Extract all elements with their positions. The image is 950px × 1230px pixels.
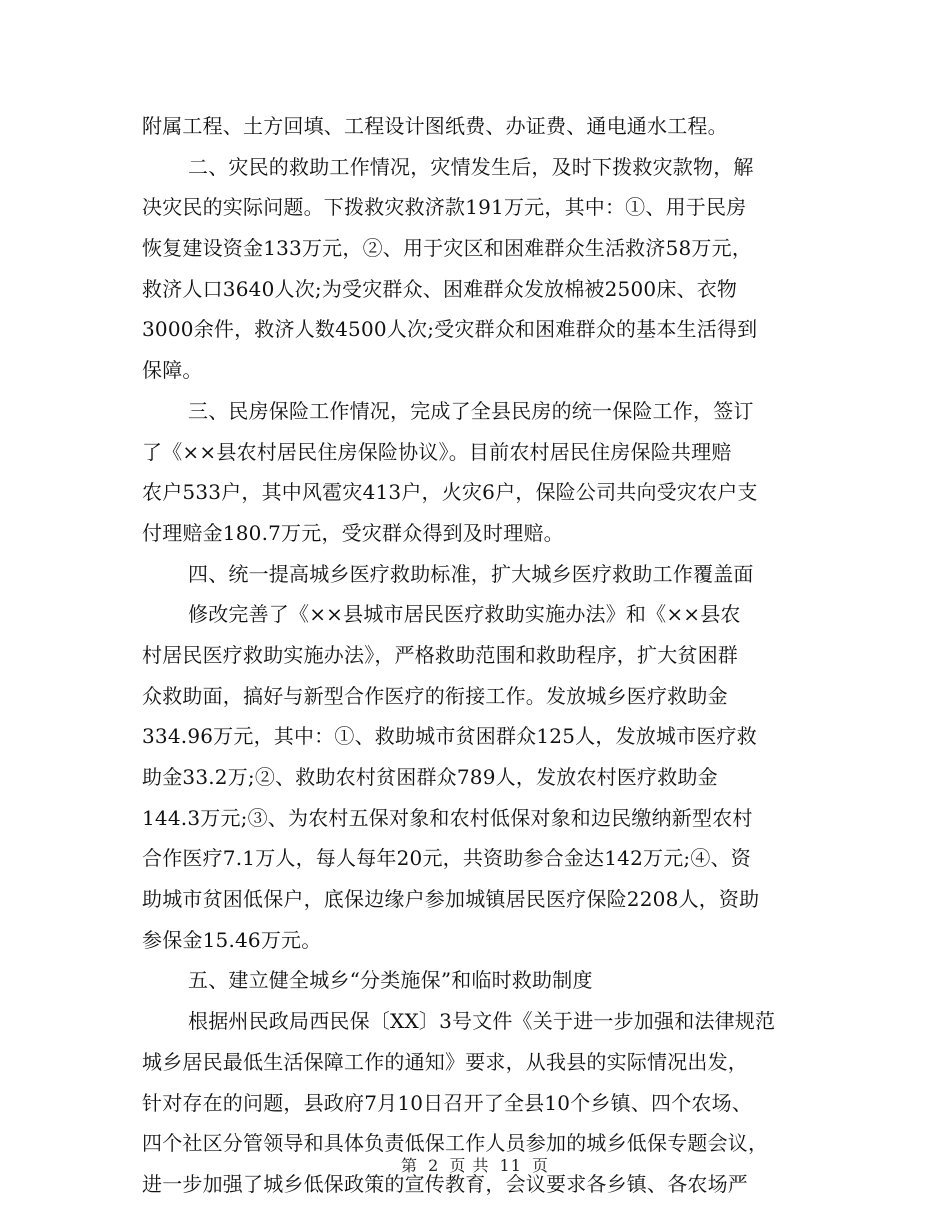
text-line: 了《××县农村居民住房保险协议》。目前农村居民住房保险共理赔 [142,439,732,464]
text-line: 334.96万元，其中：①、救助城市贫困群众125人，发放城市医疗救 [142,724,757,749]
footer-total-pages: 11 [499,1156,522,1175]
text-line: 三、民房保险工作情况，完成了全县民房的统一保险工作，签订 [188,398,754,423]
text-line: 农户533户，其中风雹灾413户，火灾6户，保险公司共向受灾农户支 [142,480,758,505]
document-body [142,106,812,1205]
text-line: 决灾民的实际问题。下拨救灾救济款191万元，其中：①、用于民房 [142,195,747,220]
text-line: 3000余件，救济人数4500人次;受灾群众和困难群众的基本生活得到 [142,317,758,342]
text-line: 保障。 [142,358,203,383]
text-line: 恢复建设资金133万元，②、用于灾区和困难群众生活救济58万元， [142,236,753,261]
text-line: 付理赔金180.7万元，受灾群众得到及时理赔。 [142,520,564,545]
text-line: 进一步加强了城乡低保政策的宣传教育，会议要求各乡镇、各农场严 [142,1171,748,1196]
footer-suffix: 页 [532,1156,550,1175]
text-line: 修改完善了《××县城市居民医疗救助实施办法》和《××县农 [188,602,741,627]
text-line: 根据州民政局西民保〔XX〕3号文件《关于进一步加强和法律规范 [188,1009,776,1034]
text-line: 合作医疗7.1万人，每人每年20元，共资助参合金达142万元;④、资 [142,846,751,871]
text-line: 四个社区分管领导和具体负责低保工作人员参加的城乡低保专题会议， [142,1131,769,1156]
text-line: 五、建立健全城乡“分类施保”和临时救助制度 [188,968,593,993]
text-line: 助金33.2万;②、救助农村贫困群众789人，发放农村医疗救助金 [142,765,718,789]
text-line: 城乡居民最低生活保障工作的通知》要求，从我县的实际情况出发， [142,1049,748,1074]
text-line: 众救助面，搞好与新型合作医疗的衔接工作。发放城乡医疗救助金 [142,683,728,708]
text-line: 救济人口3640人次;为受灾群众、困难群众发放棉被2500床、衣物 [142,276,738,301]
footer-prefix: 第 [400,1156,418,1175]
page-footer [0,1153,950,1176]
text-line: 四、统一提高城乡医疗救助标准，扩大城乡医疗救助工作覆盖面 [188,561,754,586]
text-line: 助城市贫困低保户，底保边缘户参加城镇居民医疗保险2208人，资助 [142,887,760,912]
footer-middle: 页 共 [449,1156,490,1175]
footer-page-number: 2 [428,1156,440,1175]
text-line: 村居民医疗救助实施办法》，严格救助范围和救助程序，扩大贫困群 [142,642,738,667]
text-line: 二、灾民的救助工作情况，灾情发生后，及时下拨救灾款物，解 [188,154,754,179]
text-line: 144.3万元;③、为农村五保对象和农村低保对象和边民缴纳新型农村 [142,805,753,830]
text-line: 针对存在的问题，县政府7月10日召开了全县10个乡镇、四个农场、 [142,1090,753,1115]
text-line: 参保金15.46万元。 [142,927,322,952]
text-line: 附属工程、土方回填、工程设计图纸费、办证费、通电通水工程。 [142,114,728,138]
